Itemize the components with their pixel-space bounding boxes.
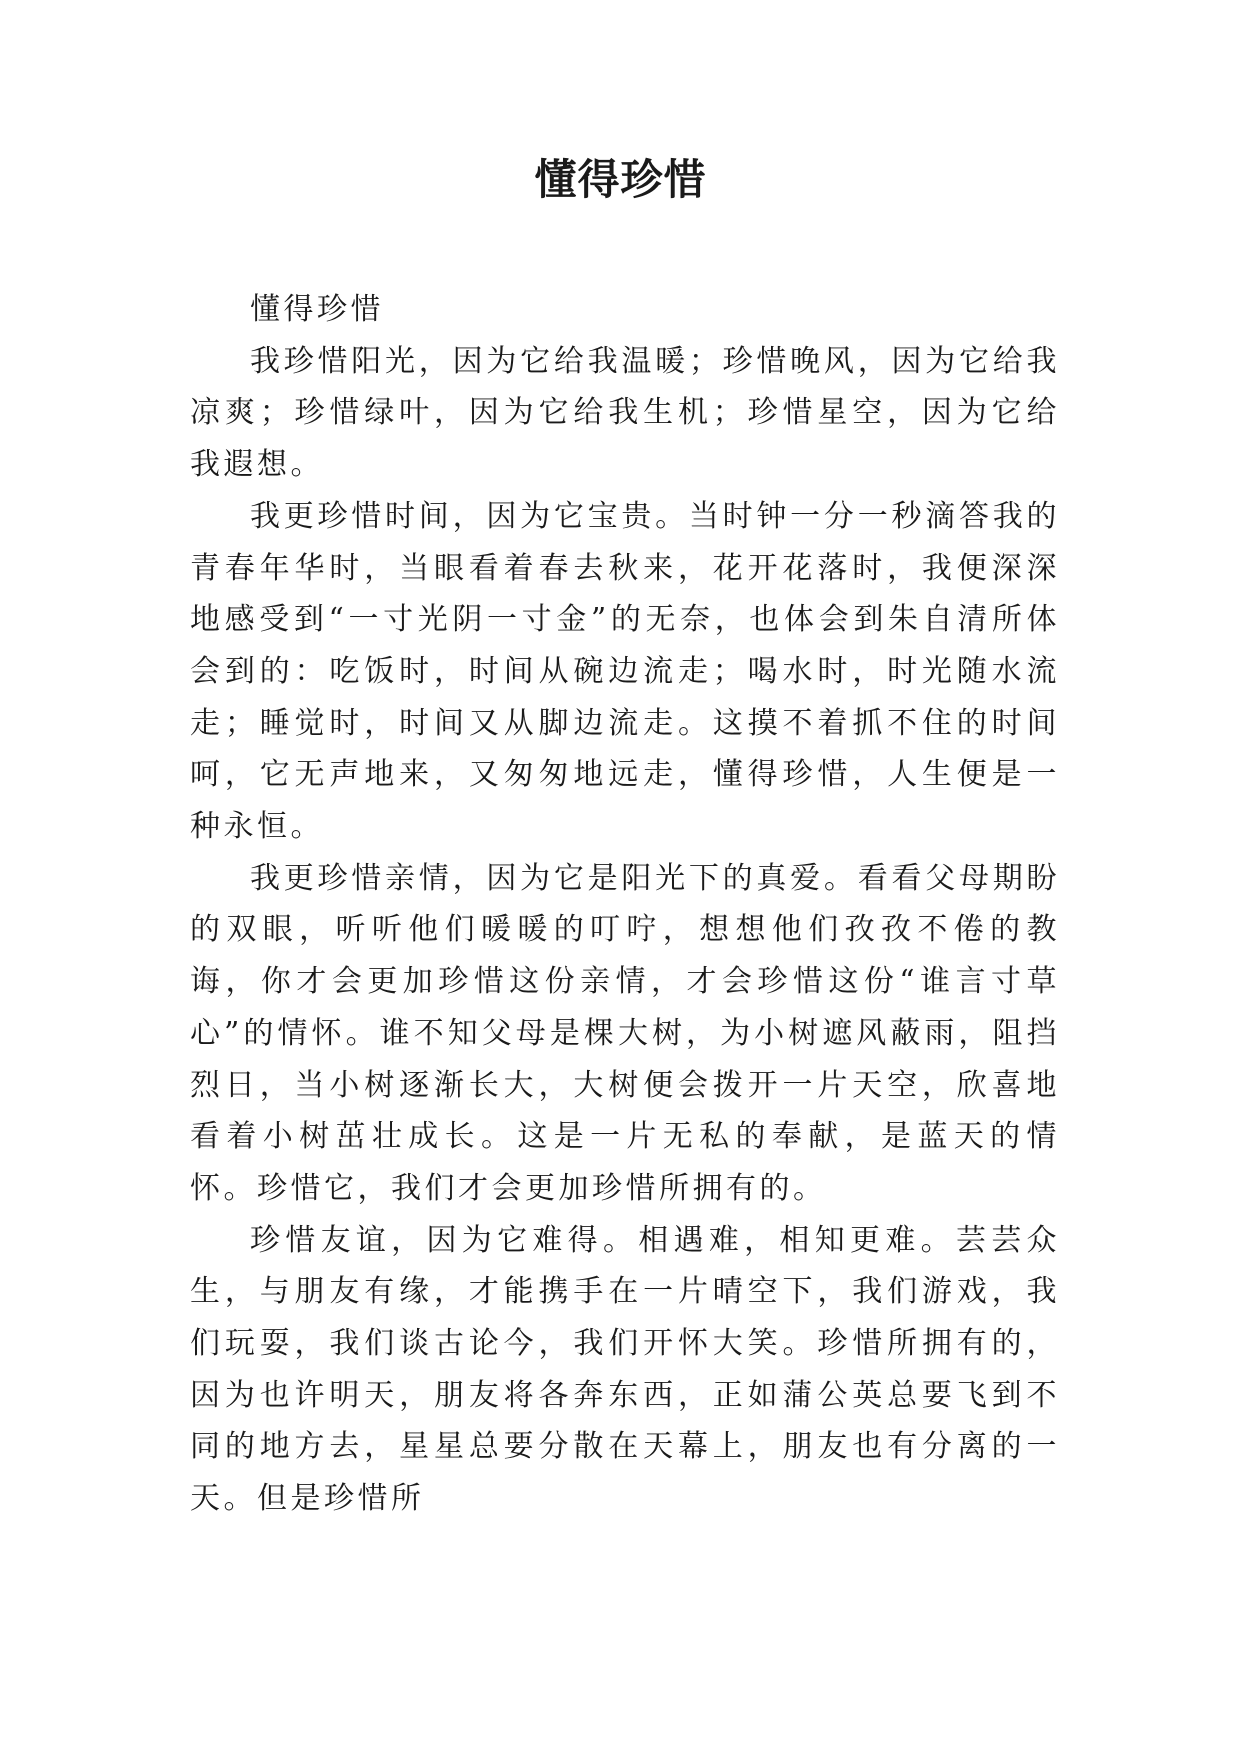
paragraph: 我珍惜阳光，因为它给我温暖；珍惜晚风，因为它给我凉爽；珍惜绿叶，因为它给我生机；珍惜星空，因为它给我遐想。 [190, 343, 1060, 483]
paragraph: 我更珍惜时间，因为它宝贵。当时钟一分一秒滴答我的青春年华时，当眼看着春去秋来，花开花落时，我便深深地感受到“一寸光阴一寸金”的无奈，也体会到朱自清所体会到的：吃饭时，时间从碗边流走；喝水时，时光随水流走；睡觉时，时间又从脚边流走。这摸不着抓不住的时间呵，它无声地来，又匆匆地远走，懂得珍惜，人生便是一种永恒。 [190, 498, 1060, 845]
paragraph: 我更珍惜亲情，因为它是阳光下的真爱。看看父母期盼的双眼，听听他们暖暖的叮咛，想想他们孜孜不倦的教诲，你才会更加珍惜这份亲情，才会珍惜这份“谁言寸草心”的情怀。谁不知父母是棵大树，为小树遮风蔽雨，阻挡烈日，当小树逐渐长大，大树便会拨开一片天空，欣喜地看着小树茁壮成长。这是一片无私的奉献，是蓝天的情怀。珍惜它，我们才会更加珍惜所拥有的。 [190, 860, 1060, 1206]
paragraph-heading: 懂得珍惜 [250, 292, 384, 327]
document-body [190, 284, 1060, 1525]
paragraph: 珍惜友谊，因为它难得。相遇难，相知更难。芸芸众生，与朋友有缘，才能携手在一片晴空下，我们游戏，我们玩耍，我们谈古论今，我们开怀大笑。珍惜所拥有的，因为也许明天，朋友将各奔东西，正如蒲公英总要飞到不同的地方去，星星总要分散在天幕上，朋友也有分离的一天。但是珍惜所 [190, 1222, 1060, 1517]
document-title: 懂得珍惜 [534, 155, 707, 204]
